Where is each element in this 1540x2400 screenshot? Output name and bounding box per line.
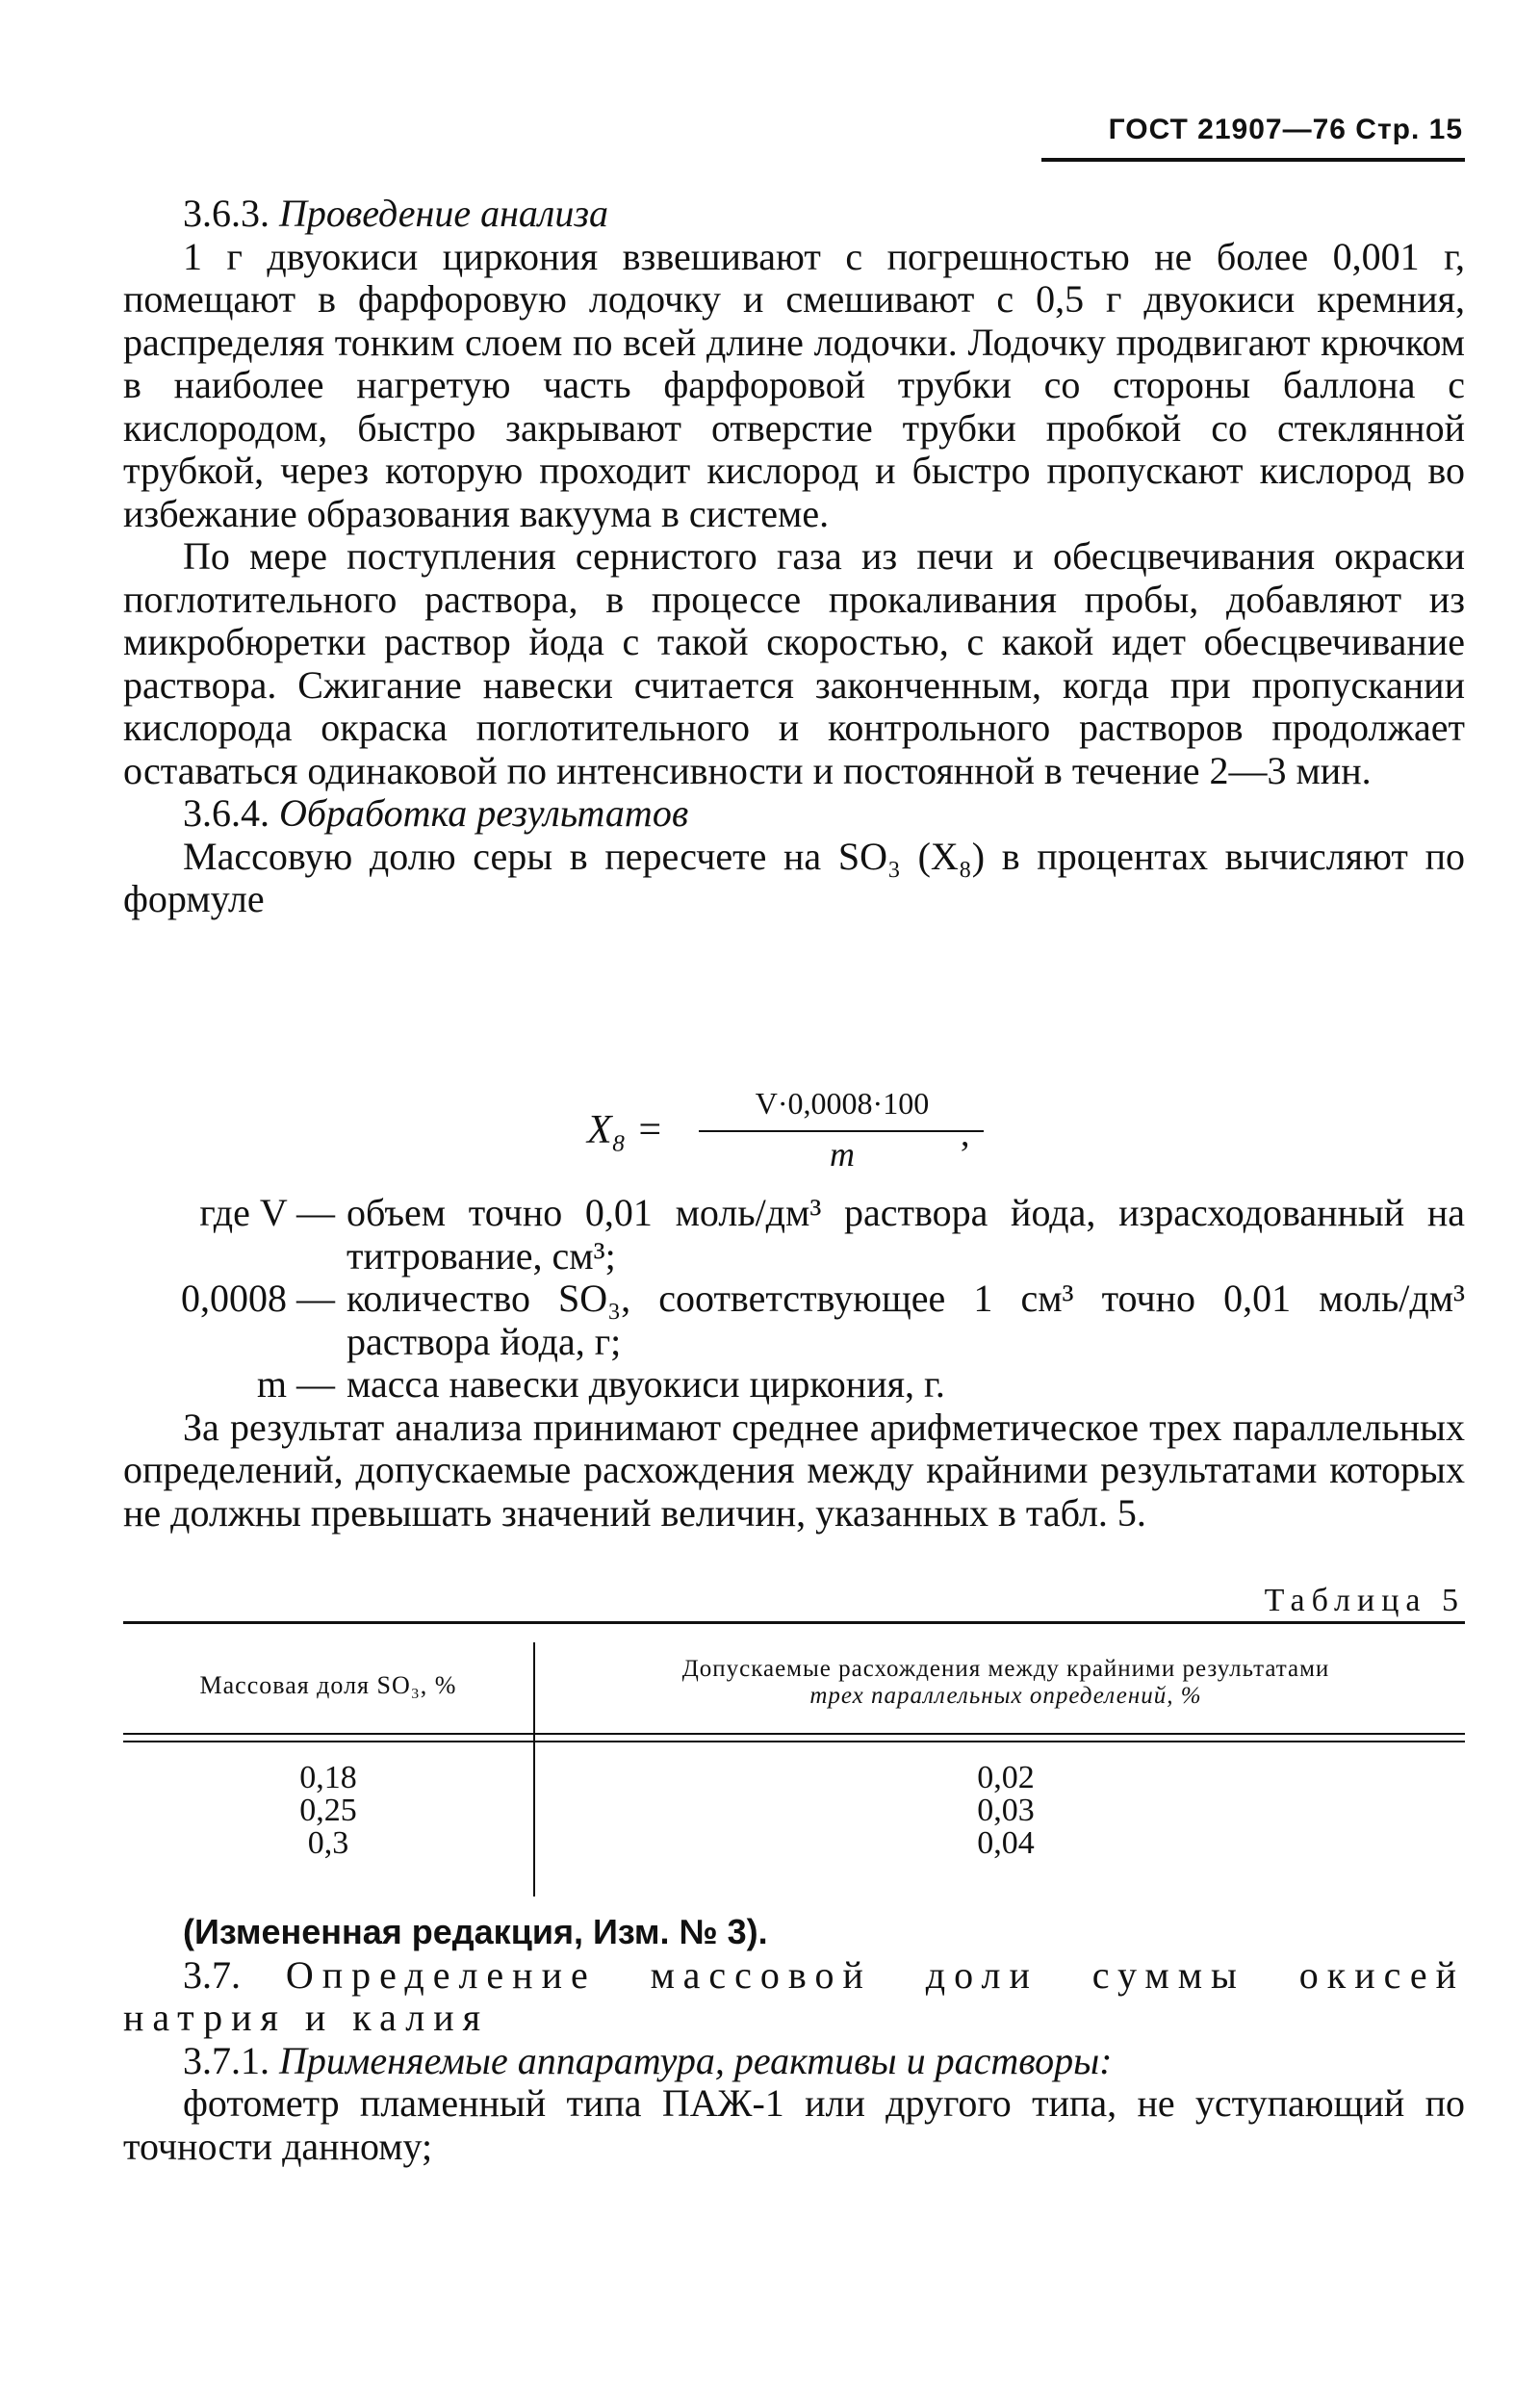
definition-row <box>123 1277 1465 1363</box>
section-heading <box>123 792 1465 836</box>
section-heading <box>123 1954 1465 2040</box>
table-caption: Таблица 5 <box>1264 1583 1465 1618</box>
section-heading <box>123 193 1465 236</box>
table-rule <box>123 1741 1465 1742</box>
table-5 <box>123 1621 1465 1900</box>
definition-term: 0,0008 — <box>181 1277 335 1320</box>
table-column-divider <box>533 1642 535 1897</box>
section-heading <box>123 2040 1465 2083</box>
section-number: 3.6.3. <box>183 192 270 235</box>
table-cell: 0,02 <box>977 1760 1035 1795</box>
paragraph: Массовую долю серы в пересчете на SO₃ (X₈) в процентах вычисляют по формуле <box>123 834 1465 920</box>
table-header-mass: Массовая доля SO₃, % <box>199 1671 457 1699</box>
table-header-diff <box>547 1656 1465 1710</box>
definition-term: m — <box>256 1362 335 1406</box>
section-title: Проведение анализа <box>279 192 608 235</box>
paragraph: По мере поступления сернистого газа из печи и обесцвечивания окраски поглотительного раствора, в процессе прокаливания пробы, добавляют из микробюретки раствор йода с такой скоростью, с какой идет обесцвечивание раствора. Сжигание навески считается законченным, когда при пропускании кислорода окраска поглотительного и контрольного растворов продолжает оставаться одинаковой по интенсивности и постоянной в течение 2—3 мин. <box>123 534 1465 792</box>
paragraph: фотометр пламенный типа ПАЖ-1 или другого типа, не уступающий по точности данному; <box>123 2081 1465 2168</box>
formula-comma: , <box>961 1114 970 1154</box>
amendment-note <box>123 1910 1465 1954</box>
table-column-mass <box>123 1762 533 1860</box>
paragraph: За результат анализа принимают среднее арифметическое трех параллельных определений, допускаемые расхождения между крайними результатами которых не должны превышать значений величин, указанных в табл. 5. <box>123 1405 1465 1535</box>
tail-section <box>123 1910 1465 2168</box>
table-rule <box>123 1733 1465 1735</box>
section-3-6-3 <box>123 193 1465 921</box>
page-header: ГОСТ 21907—76 Стр. 15 <box>1108 114 1463 145</box>
definition-row <box>123 1363 1465 1406</box>
table-cell: 0,03 <box>977 1793 1035 1828</box>
definition-desc: объем точно 0,01 моль/дм³ раствора йода, израсходованный на титрование, см³; <box>346 1191 1465 1277</box>
definition-term: где V — <box>199 1191 335 1234</box>
section-number: 3.7. <box>183 1952 241 1997</box>
definition-desc: количество SO₃, соответствующее 1 см³ точно 0,01 моль/дм³ раствора йода, г; <box>346 1277 1465 1363</box>
header-rule <box>1041 158 1465 162</box>
formula-denominator: m <box>830 1135 855 1174</box>
table-cell: 0,04 <box>977 1825 1035 1861</box>
formula-numerator: V·0,0008·100 <box>755 1086 930 1121</box>
definition-desc: масса навески двуокиси циркония, г. <box>346 1362 945 1406</box>
section-title: Применяемые аппаратура, реактивы и растворы: <box>279 2038 1113 2082</box>
table-header-line: Допускаемые расхождения между крайними результатами <box>681 1656 1330 1682</box>
table-cell: 0,18 <box>299 1760 357 1795</box>
amendment-text: (Измененная редакция, Изм. № 3). <box>183 1912 768 1951</box>
formula <box>587 1086 991 1192</box>
formula-lhs: X₈ = <box>587 1108 664 1152</box>
section-number: 3.7.1. <box>183 2038 270 2082</box>
section-number: 3.6.4. <box>183 791 270 835</box>
definition-row <box>123 1192 1465 1277</box>
paragraph: 1 г двуокиси циркония взвешивают с погрешностью не более 0,001 г, помещают в фарфоровую лодочку и смешивают с 0,5 г двуокиси кремния, распределяя тонким слоем по всей длине лодочки. Лодочку продвигают крючком в наиболее нагретую часть фарфоровой трубки со стороны баллона с кислородом, быстро закрывают отверстие трубки пробкой со стеклянной трубкой, через которую проходит кислород и быстро пропускают кислород во избежание образования вакуума в системе. <box>123 234 1465 535</box>
fraction-bar <box>699 1130 984 1132</box>
section-title: Определение массовой доли суммы окисей натрия и калия <box>123 1952 1465 2039</box>
table-cell: 0,3 <box>307 1825 349 1861</box>
section-title: Обработка результатов <box>279 791 689 835</box>
table-header-line: трех параллельных определений, % <box>809 1683 1202 1709</box>
table-rule <box>123 1621 1465 1624</box>
table-cell: 0,25 <box>299 1793 357 1828</box>
definitions-list <box>123 1192 1465 1535</box>
table-column-diff <box>547 1762 1465 1860</box>
